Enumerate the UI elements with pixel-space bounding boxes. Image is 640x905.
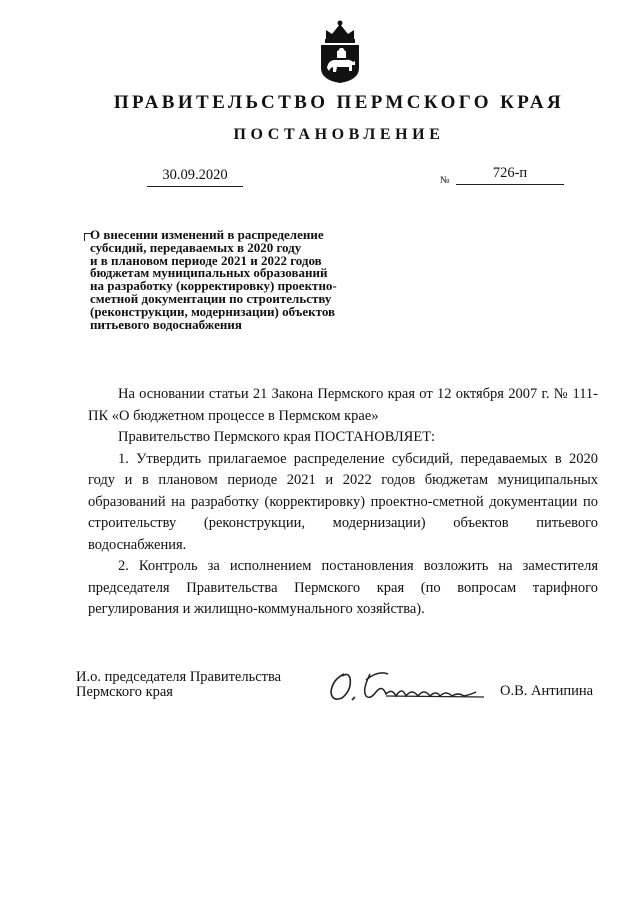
basis-paragraph: На основании статьи 21 Закона Пермского края от 12 октября 2007 г. № 111-ПК «О бюджетном процессе в Пермском крае» xyxy=(88,386,598,424)
resolution-paragraph: Правительство Пермского края ПОСТАНОВЛЯЕТ: xyxy=(118,429,436,445)
position-line: И.о. председателя Правительства xyxy=(76,669,282,685)
document-type-title: ПОСТАНОВЛЕНИЕ xyxy=(233,126,445,143)
item-1-paragraph: 1. Утвердить прилагаемое распределение субсидий, передаваемых в 2020 году и в плановом периоде 2021 и 2022 годов бюджетам муниципальных образований на разработку (корректировку) проектно-сметной документации по строительству (реконструкции, модернизации) объектов питьевого водоснабжения. xyxy=(88,450,598,553)
number-sign: № xyxy=(440,175,450,186)
subject-line: О внесении изменений в распределение xyxy=(90,227,324,242)
handwritten-signature-icon xyxy=(326,666,496,706)
subject-line: и в плановом периоде 2021 и 2022 годов xyxy=(90,252,322,268)
subject-line: субсидий, передаваемых в 2020 году xyxy=(90,239,302,255)
subject-line: сметной документации по строительству xyxy=(90,290,332,306)
position-line: Пермского края xyxy=(76,684,173,700)
government-title: ПРАВИТЕЛЬСТВО ПЕРМСКОГО КРАЯ xyxy=(113,92,565,113)
subject-line: на разработку (корректировку) проектно- xyxy=(90,278,337,294)
document-subject xyxy=(90,229,400,331)
document-number: 726-п xyxy=(456,165,564,185)
subject-line: питьевого водоснабжения xyxy=(90,316,242,332)
document-date: 30.09.2020 xyxy=(147,167,243,187)
document-body xyxy=(88,384,598,621)
item-2-paragraph: 2. Контроль за исполнением постановления возложить на заместителя председателя Правительства Пермского края (по вопросам тарифного регулирования и жилищно-коммунального хозяйства). xyxy=(88,558,598,617)
perm-krai-coat-of-arms-icon xyxy=(318,18,362,84)
subject-line: бюджетам муниципальных образований xyxy=(90,265,328,281)
signer-name: О.В. Антипина xyxy=(500,683,594,699)
subject-line: (реконструкции, модернизации) объектов xyxy=(90,303,336,319)
signatory-position xyxy=(76,670,316,700)
